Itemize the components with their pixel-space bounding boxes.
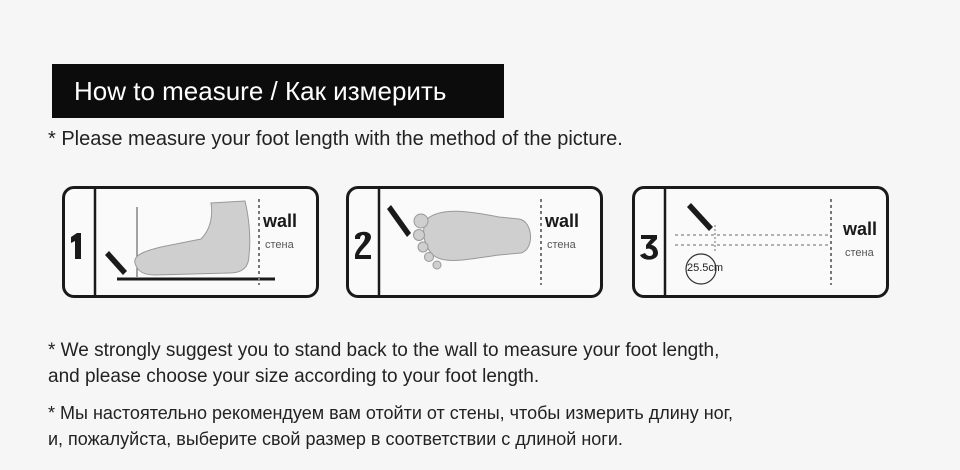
step-number-2-icon (355, 232, 371, 259)
ruler-icon (675, 225, 831, 253)
note-ru-line-2: и, пожалуйста, выберите свой размер в соответствии с длиной ноги. (48, 429, 623, 449)
page-title: How to measure / Как измерить (74, 76, 447, 106)
wall-sublabel-1: стена (265, 239, 294, 251)
note-ru-line-1: * Мы настоятельно рекомендуем вам отойти от стены, чтобы измерить длину ног, (48, 403, 734, 423)
note-en-line-1: * We strongly suggest you to stand back to the wall to measure your foot length, (48, 340, 720, 361)
foot-side-icon (135, 201, 250, 275)
step-3-illustration (635, 189, 886, 295)
note-en-line-2: and please choose your size according to your foot length. (48, 366, 540, 387)
wall-label-2: wall (545, 211, 580, 231)
step-panel-3 (632, 186, 889, 298)
pen-icon (105, 251, 127, 275)
step-panel-1 (62, 186, 319, 298)
wall-sublabel-3: стена (845, 247, 874, 259)
wall-sublabel-2: стена (547, 239, 576, 251)
pen-icon (687, 203, 713, 231)
step-panel-2 (346, 186, 603, 298)
title-banner (52, 64, 504, 118)
instruction-text: * Please measure your foot length with the method of the picture. (48, 128, 623, 150)
step-number-1-icon (71, 233, 81, 259)
pen-icon (387, 205, 411, 237)
measurement-label: 25.5cm (687, 262, 724, 274)
wall-label-3: wall (843, 219, 878, 239)
wall-label-1: wall (263, 211, 298, 231)
foot-sole-icon (414, 211, 531, 269)
step-number-3-icon (640, 235, 658, 260)
